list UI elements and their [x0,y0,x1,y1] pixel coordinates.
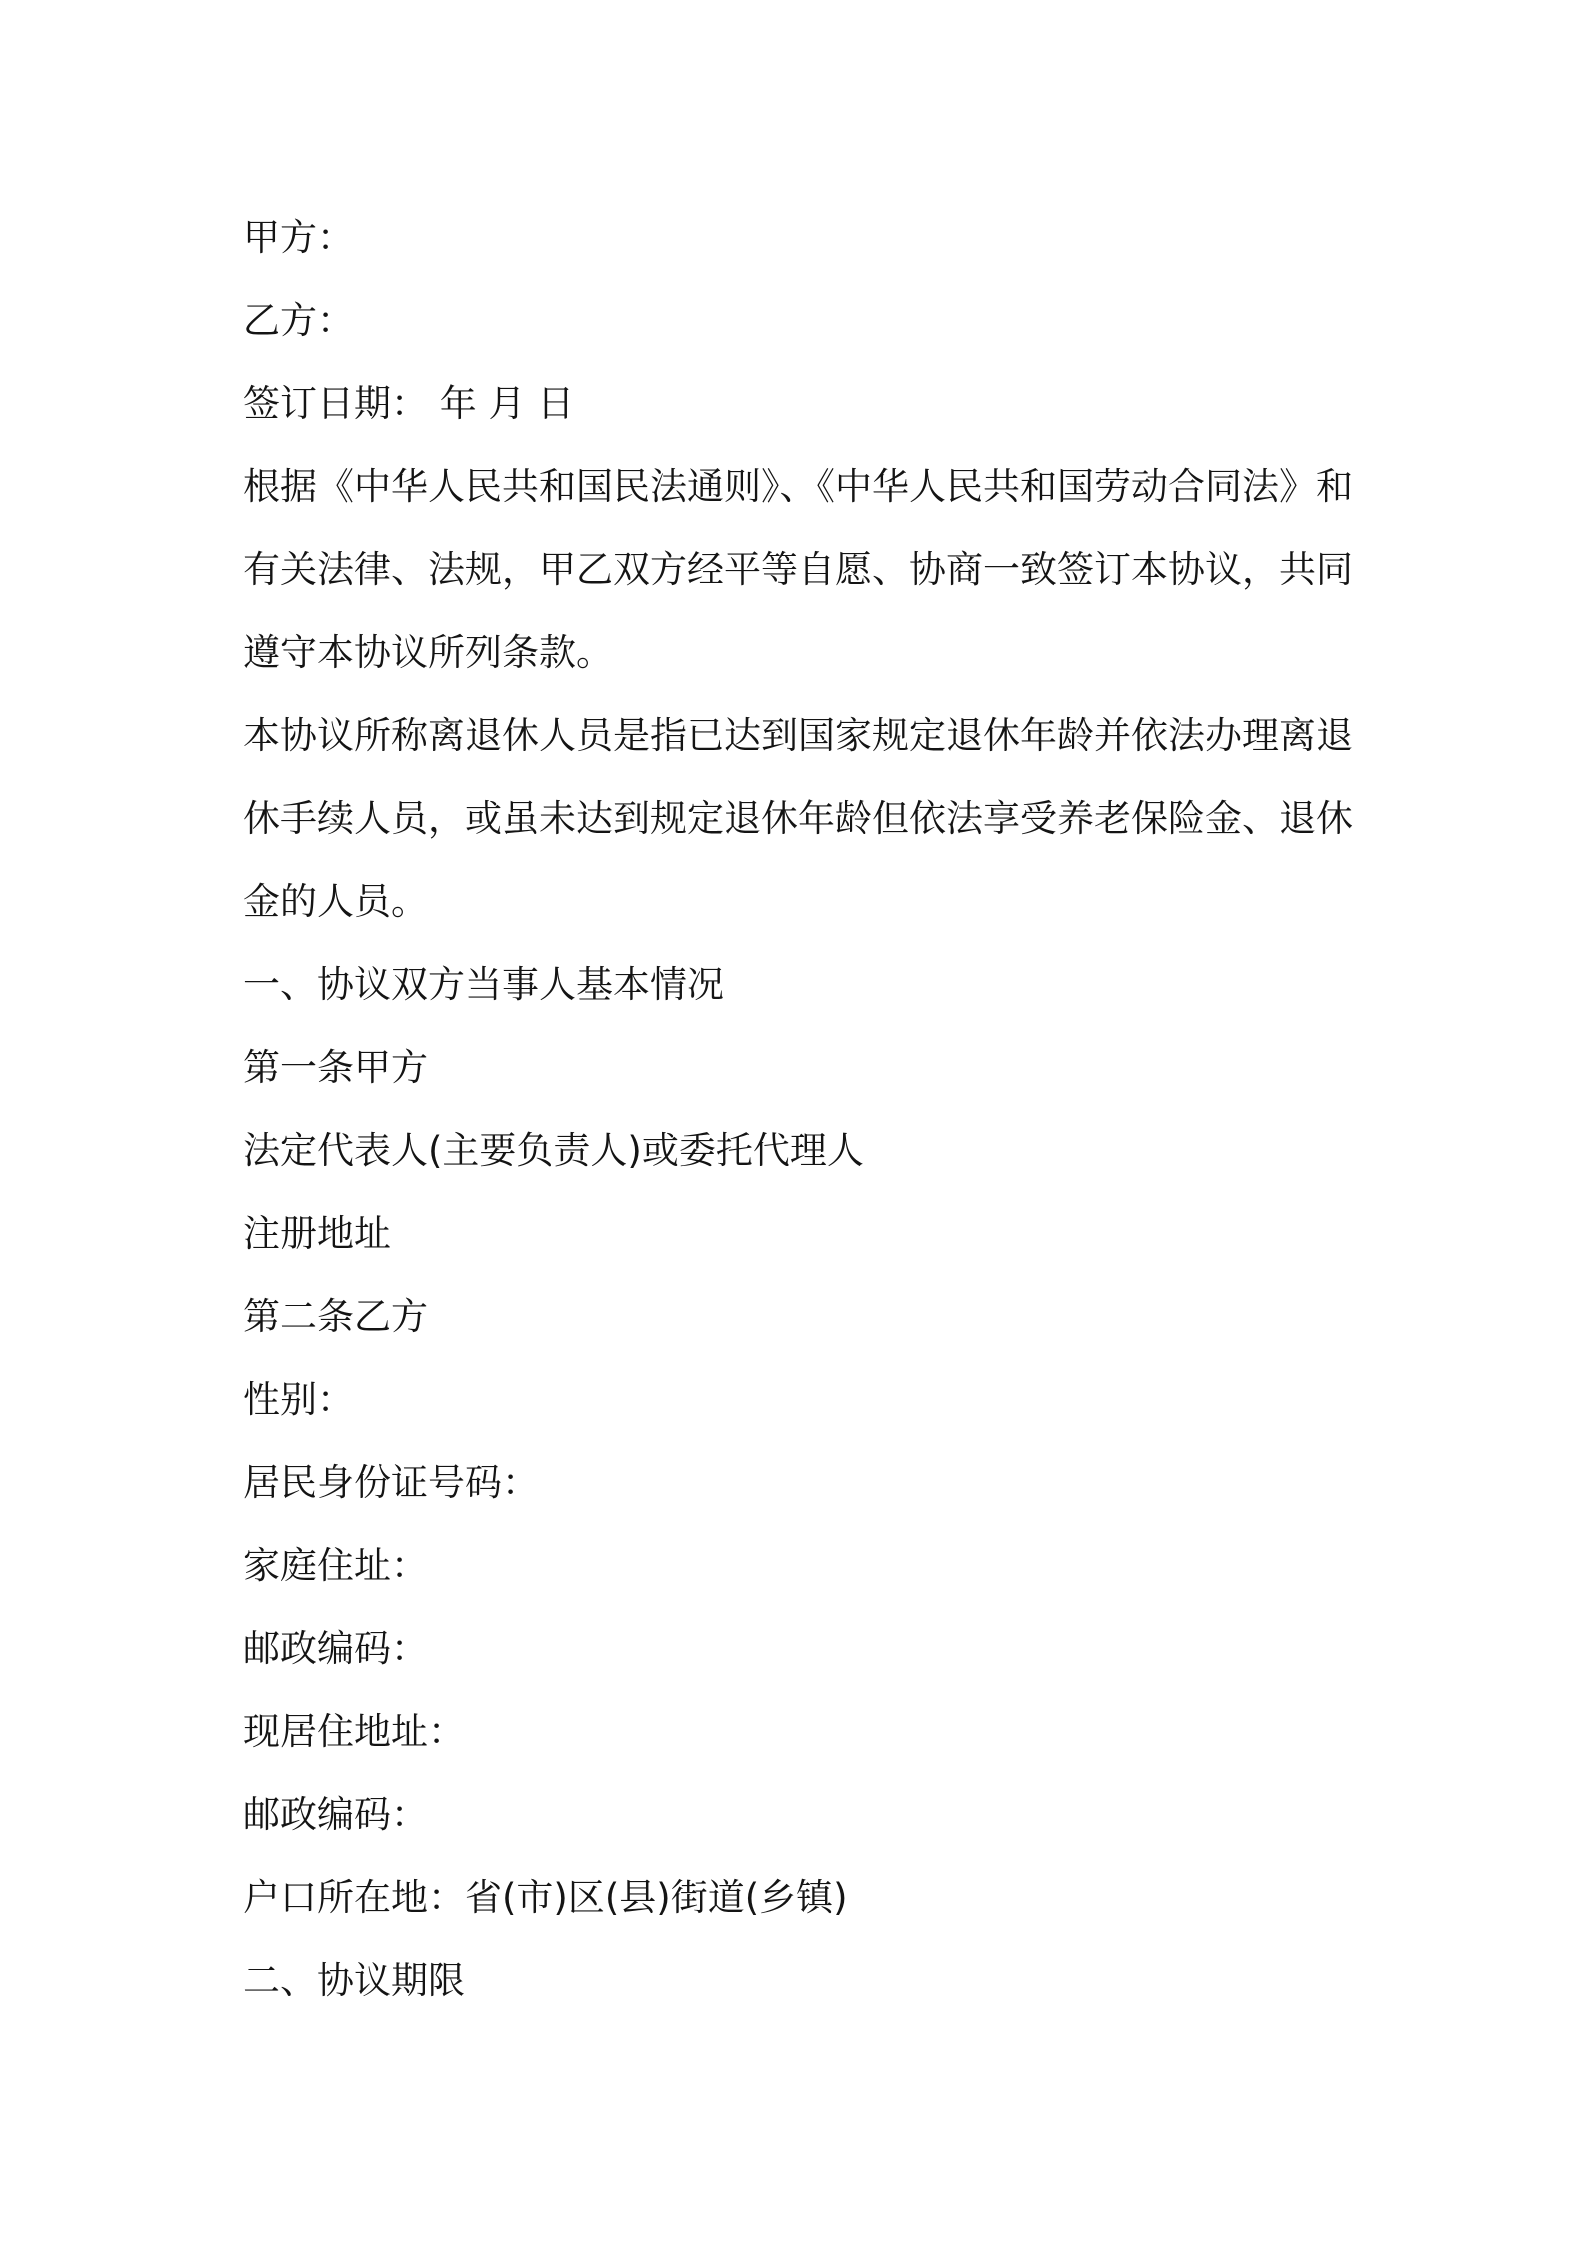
gender-field: 性别： [243,1378,354,1421]
current-address-field: 现居住地址： [243,1710,465,1753]
signing-date: 签订日期： 年 月 日 [243,382,575,425]
postal-code-field: 邮政编码： [243,1793,428,1836]
definition-paragraph: 本协议所称离退休人员是指已达到国家规定退休年龄并依法办理离退休手续人员，或虽未达到规定退休年龄但依法享受养老保险金、退休金的人员。 [243,714,1353,923]
id-number-field: 居民身份证号码： [243,1461,539,1504]
legal-representative-field: 法定代表人(主要负责人)或委托代理人 [243,1129,864,1172]
intro-paragraph: 根据《中华人民共和国民法通则》、《中华人民共和国劳动合同法》和有关法律、法规，甲乙双方经平等自愿、协商一致签订本协议，共同遵守本协议所列条款。 [243,465,1353,674]
household-registration-field: 户口所在地：省(市)区(县)街道(乡镇) [243,1876,848,1919]
party-b-label: 乙方： [243,299,354,342]
article-1-heading: 第一条甲方 [243,1046,428,1089]
postal-code-field: 邮政编码： [243,1627,428,1670]
party-a-label: 甲方： [243,216,354,259]
section-2-heading: 二、协议期限 [243,1959,465,2002]
registered-address-field: 注册地址 [243,1212,391,1255]
home-address-field: 家庭住址： [243,1544,428,1587]
article-2-heading: 第二条乙方 [243,1295,428,1338]
section-1-heading: 一、协议双方当事人基本情况 [243,963,724,1006]
document-body [243,196,1353,2022]
